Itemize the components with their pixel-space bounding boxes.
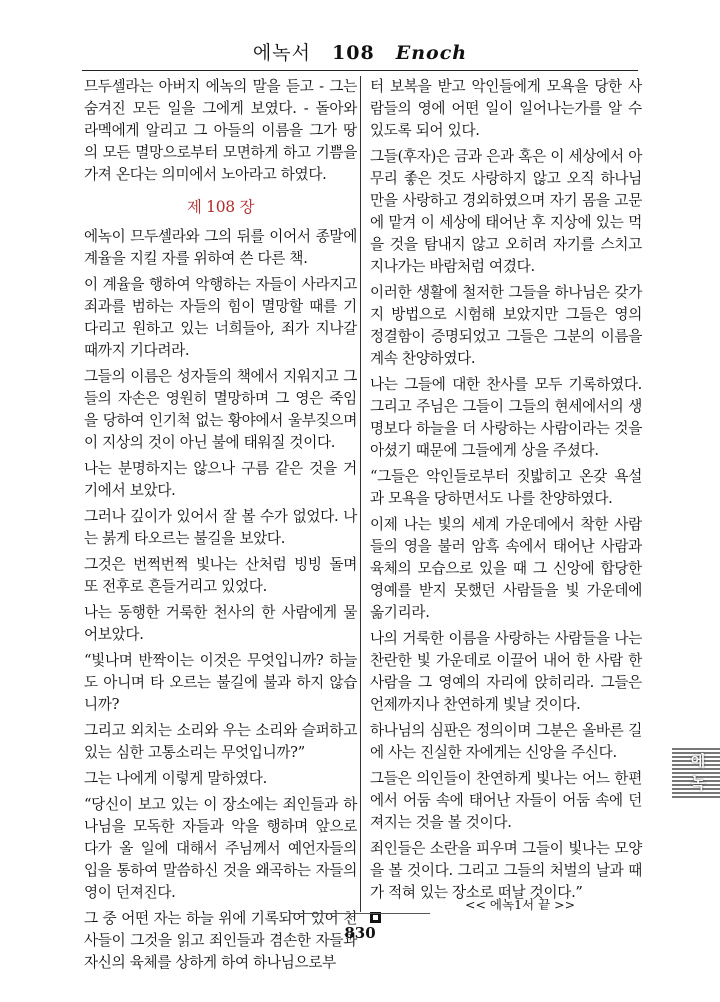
paragraph: 터 보복을 받고 악인들에게 모욕을 당한 사람들의 영에 어떤 일이 일어나는가를 알 수 있도록 되어 있다.	[370, 78, 642, 139]
book-title-korean: 에녹서	[252, 42, 311, 64]
paragraph: 이 계율을 행하여 악행하는 자들이 사라지고 죄과를 범하는 자들의 힘이 멸망할 때를 기다리고 원하고 있는 너희들아, 죄가 지나갈 때까지 기다려라.	[84, 276, 357, 359]
paragraph: 에녹이 므두셀라와 그의 뒤를 이어서 종말에 계율을 지킬 자를 위하여 쓴 다른 책.	[84, 228, 357, 267]
paragraph: 하나님의 심판은 정의이며 그분은 올바른 길에 사는 진실한 자에게는 신앙을 주신다.	[370, 722, 642, 761]
intro-paragraph: 므두셀라는 아버지 에녹의 말을 듣고 - 그는 숨겨진 모든 일을 그에게 보였다. - 돌아와 라멕에게 알리고 그 아들의 이름을 그가 땅의 모든 멸망으로부터 모면하게 하고 기쁨을 가져 온다는 의미에서 노아라고 하였다.	[84, 78, 357, 183]
paragraph: 그리고 외치는 소리와 우는 소리와 슬퍼하고 있는 심한 고통소리는 무엇입니까?”	[84, 722, 357, 761]
page-number: 830	[344, 924, 376, 942]
paragraph: 그들의 이름은 성자들의 책에서 지워지고 그들의 자손은 영원히 멸망하며 그 영은 죽임을 당하여 인기척 없는 황야에서 울부짖으며 이 지상의 것이 아닌 불에 태워질 것이다.	[84, 368, 357, 451]
paragraph: “그들은 악인들로부터 짓밟히고 온갖 욕설과 모욕을 당하면서도 나를 찬양하였다.	[370, 468, 642, 507]
book-title-english: Enoch	[395, 42, 468, 64]
right-column	[370, 76, 642, 930]
header-rule	[82, 70, 638, 71]
paragraph: 그는 나에게 이렇게 말하였다.	[84, 770, 267, 787]
paragraph: “빛나며 반짝이는 이것은 무엇입니까? 하늘도 아니며 타 오르는 불길에 불과 하지 않습니까?	[84, 652, 357, 713]
paragraph: 그러나 깊이가 있어서 잘 볼 수가 없었다. 나는 붉게 타오르는 불길을 보았다.	[84, 508, 357, 547]
paragraph: 나의 거룩한 이름을 사랑하는 사람들을 나는 찬란한 빛 가운데로 이끌어 내어 한 사람 한 사람을 그 영예의 자리에 앉히리라. 그들은 언제까지나 찬연하게 빛날 것이다.	[370, 630, 642, 713]
paragraph: “당신이 보고 있는 이 장소에는 죄인들과 하나님을 모독한 자들과 악을 행하며 앞으로 다가 올 일에 대해서 주님께서 예언자들의 입을 통하여 말씀하신 것을 왜곡하는 자들의 영이 던져진다.	[84, 796, 357, 901]
chapter-heading: 제 108 장	[186, 198, 255, 216]
side-tab-label: 에녹	[690, 752, 706, 792]
paragraph: 그들(후자)은 금과 은과 혹은 이 세상에서 아무리 좋은 것도 사랑하지 않고 오직 하나님만을 사랑하고 경외하였으며 자기 몸을 고문에 맡겨 이 세상에 태어난 후 지상에 있는 먹을 것을 탐내지 않고 오히려 자기를 스치고 지나가는 바람처럼 여겼다.	[370, 148, 642, 275]
paragraph: 이제 나는 빛의 세계 가운데에서 착한 사람들의 영을 불러 암흑 속에서 태어난 사람과 육체의 모습으로 있을 때 그 신앙에 합당한 영예를 받지 못했던 사람들을 빛 가운데에 옮기리라.	[370, 516, 642, 621]
paragraph: 그 중 어떤 자는 하늘 위에 기록되어 있어 천사들이 그것을 읽고 죄인들과 겸손한 자들과 자신의 육체를 상하게 하여 하나님으로부	[84, 910, 357, 971]
paragraph: 나는 동행한 거룩한 천사의 한 사람에게 물어보았다.	[84, 604, 357, 643]
page-header	[0, 38, 720, 65]
chapter-number: 108	[332, 42, 375, 64]
footer-rule	[290, 913, 430, 914]
paragraph: 이러한 생활에 철저한 그들을 하나님은 갖가지 방법으로 시험해 보았지만 그들은 영의 정결함이 증명되었고 그들은 그분의 이름을 계속 찬양하였다.	[370, 284, 642, 367]
paragraph: 그들은 의인들이 찬연하게 빛나는 어느 한편에서 어둠 속에 태어난 자들이 어둠 속에 던져지는 것을 볼 것이다.	[370, 770, 642, 831]
end-note: << 에녹1서 끝 >>	[465, 897, 576, 912]
column-divider	[360, 76, 361, 912]
left-column	[84, 76, 357, 978]
paragraph: 나는 그들에 대한 찬사를 모두 기록하였다. 그리고 주님은 그들이 그들의 현세에서의 생명보다 하늘을 더 사랑하는 사람이라는 것을 아셨기 때문에 그들에게 상을 주셨다.	[370, 376, 642, 459]
paragraph: 나는 분명하지는 않으나 구름 같은 것을 거기에서 보았다.	[84, 460, 357, 499]
paragraph: 그것은 번쩍번쩍 빛나는 산처럼 빙빙 돌며 또 전후로 흔들거리고 있었다.	[84, 556, 357, 595]
paragraph: 죄인들은 소란을 피우며 그들이 빛나는 모양을 볼 것이다. 그리고 그들의 처벌의 날과 때가 적혀 있는 장소로 떠날 것이다.”	[370, 840, 642, 901]
